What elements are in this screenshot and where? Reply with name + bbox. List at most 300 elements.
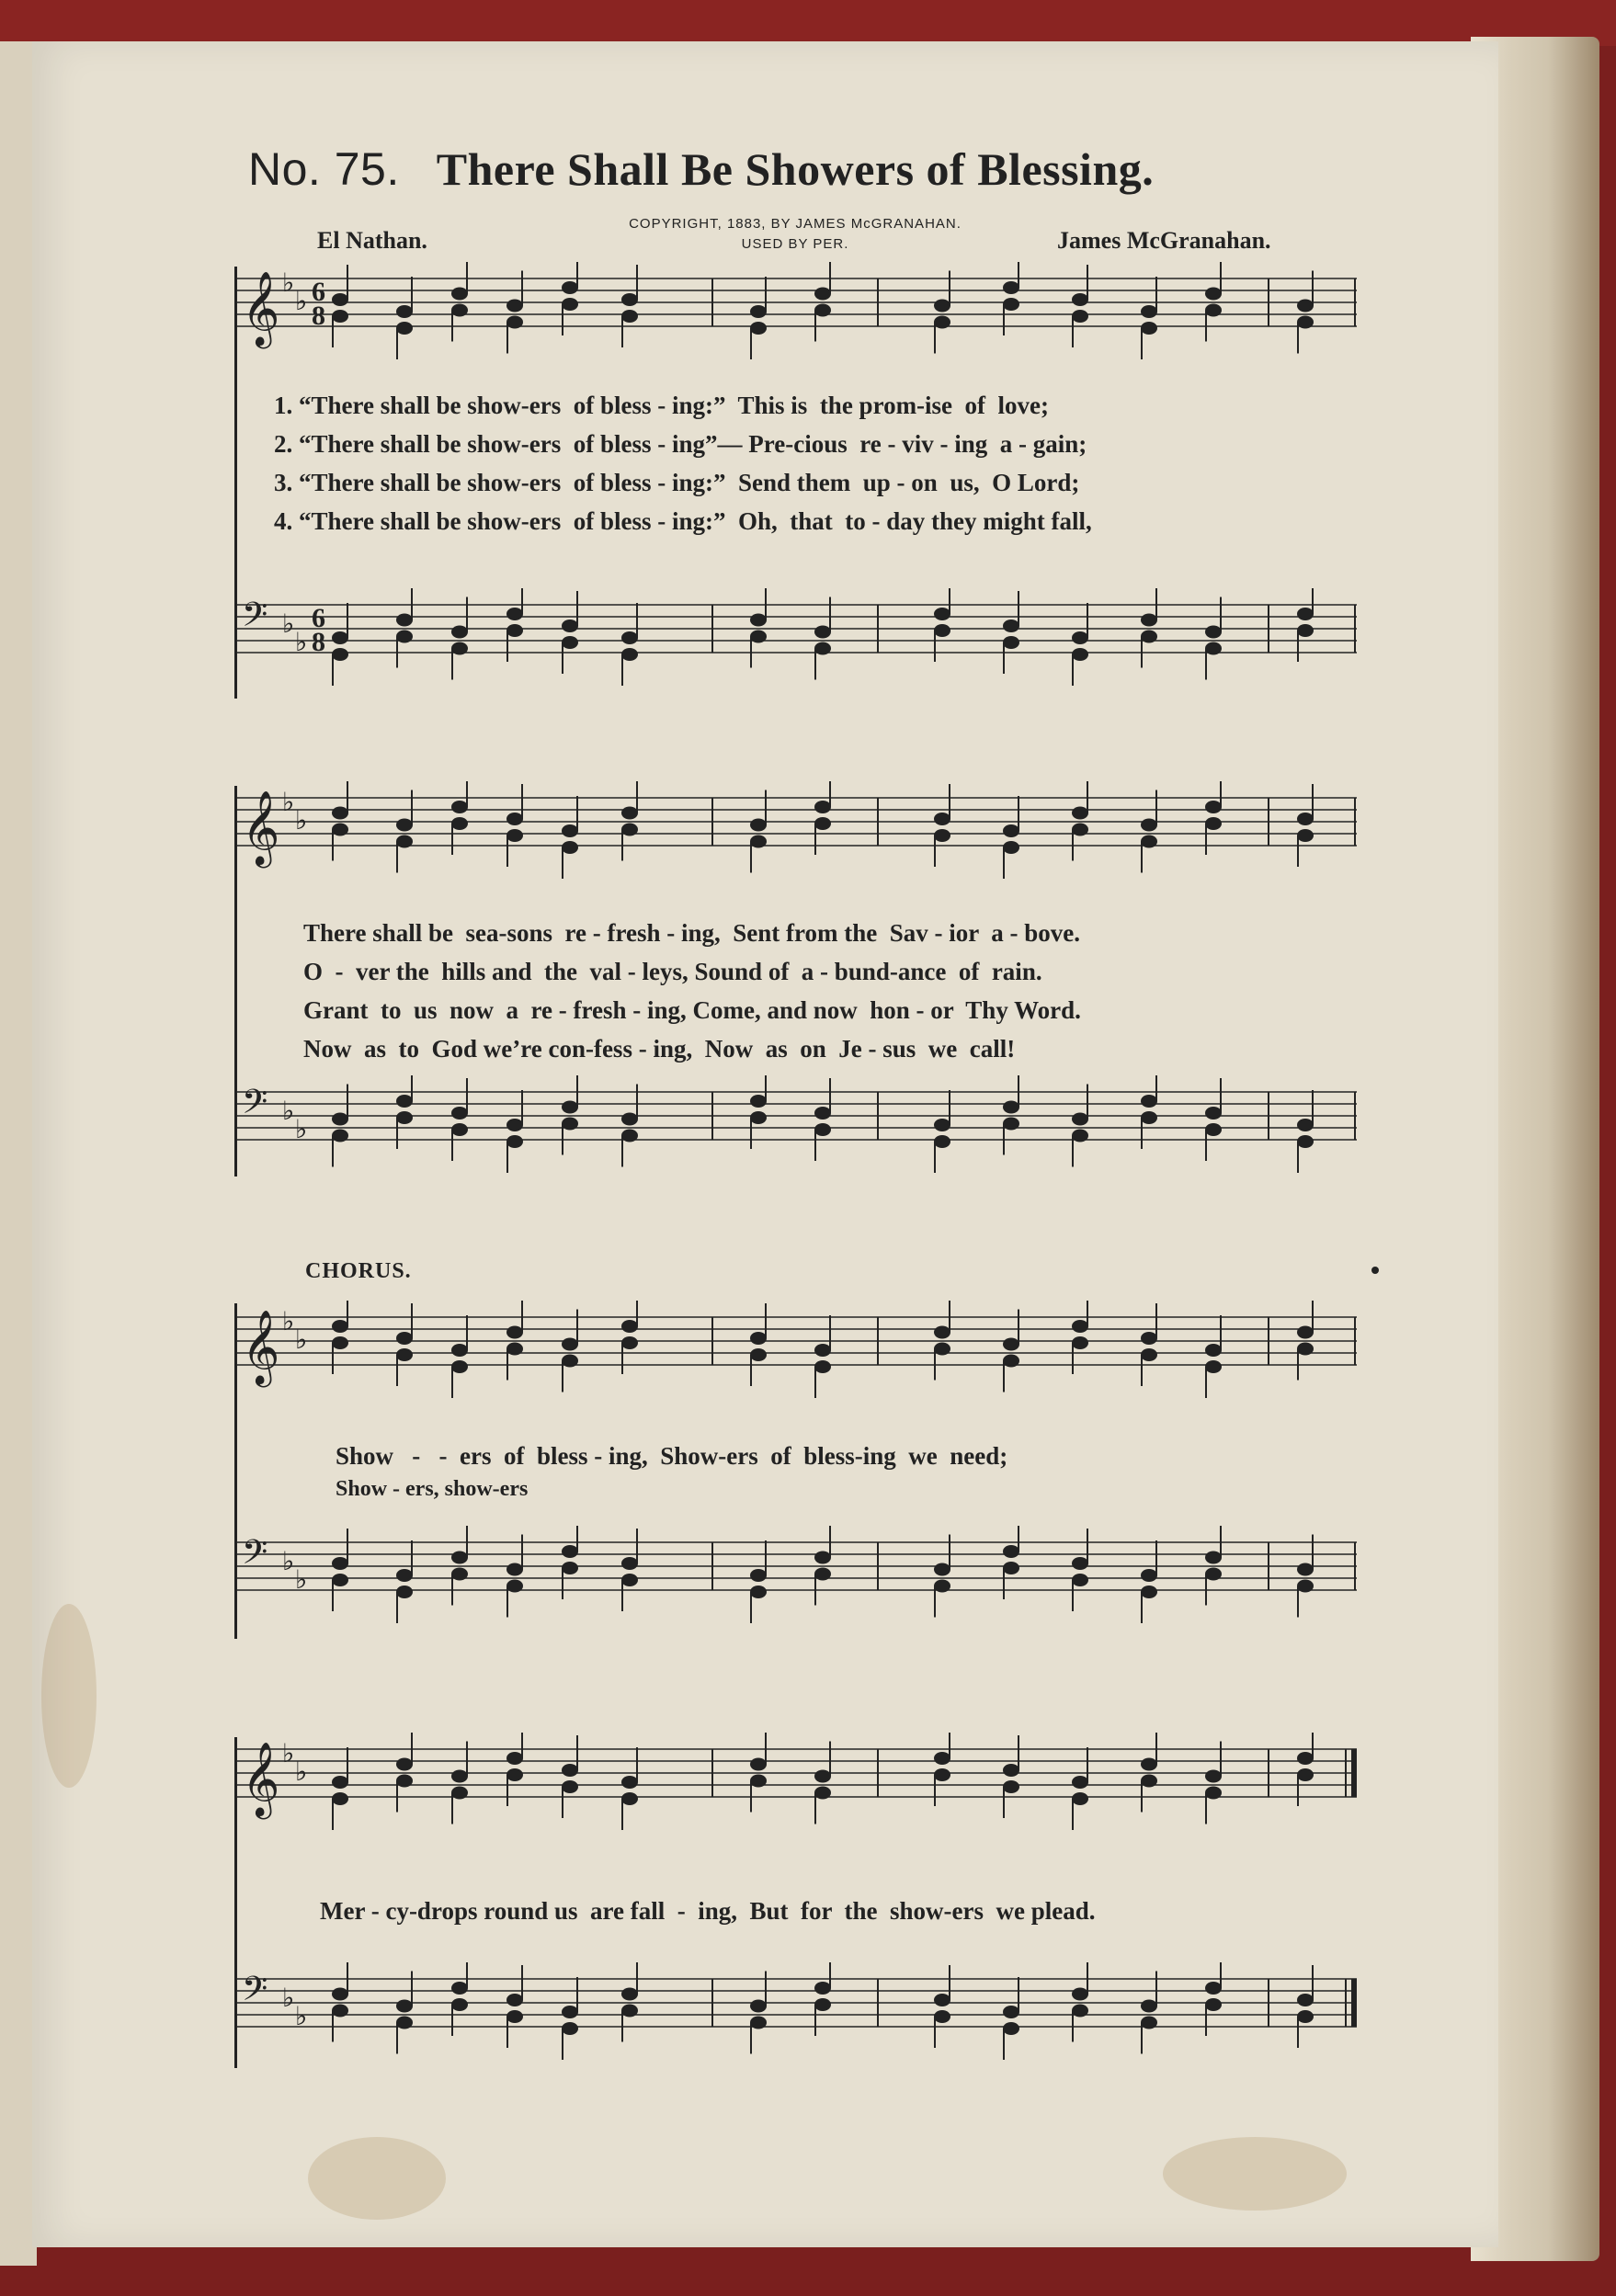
note-head [1003,841,1019,854]
note-head [1297,608,1314,620]
composer: James McGranahan. [1057,227,1271,254]
note-head [1297,2010,1314,2023]
note-head [621,631,638,644]
note-head [814,1568,831,1581]
note-head [1141,1775,1157,1788]
note-head [1297,1563,1314,1576]
note-head [451,1107,468,1120]
note-head [1297,1994,1314,2006]
note-head [814,288,831,301]
note-head [814,642,831,655]
note-head [1141,631,1157,643]
note-head [451,304,468,317]
note-head [1141,1111,1157,1124]
verse-number: 2. [274,430,293,458]
note-head [451,626,468,639]
staff-lines [234,1749,1357,1797]
note-head [506,2010,523,2023]
note-head [1205,1344,1222,1357]
note-head [814,1552,831,1564]
note-head [396,2017,413,2029]
note-head [506,1326,523,1339]
note-head [621,648,638,661]
flat-icon: ♭ [282,608,295,639]
note-head [1297,1343,1314,1356]
note-head [750,1758,767,1771]
note-head [1072,1557,1088,1570]
note-head [934,829,950,842]
chorus-line: Show - - ers of bless - ing, Show-ers of bless-ing we need; [336,1442,1008,1470]
note-head [396,1758,413,1771]
time-signature: 6 [312,603,325,633]
verse-line [274,425,1092,463]
note-head [396,2000,413,2013]
note-head [1205,642,1222,655]
flat-icon: ♭ [295,1324,308,1355]
note-head [814,304,831,317]
note-head [621,1988,638,2001]
note-head [1003,1562,1019,1574]
note-head [1072,1320,1088,1333]
treble-staff-system-4 [234,1733,1360,1843]
treble-staff-system-3 [234,1301,1360,1411]
treble-clef-icon: 𝄞 [242,1741,280,1816]
note-head [506,1119,523,1131]
note-head [1003,1764,1019,1777]
previous-page-edge [0,41,37,2266]
note-head [1205,801,1222,813]
flat-icon: ♭ [295,805,308,835]
note-head [562,1562,578,1574]
note-head [332,1113,348,1126]
flat-icon: ♭ [295,627,308,657]
note-head [1072,807,1088,820]
note-head [396,819,413,832]
note-head [621,1113,638,1126]
note-head [1003,1101,1019,1114]
note-head [1297,1135,1314,1148]
note-head [814,1787,831,1800]
note-head [332,1320,348,1333]
note-head [621,1557,638,1570]
note-head [621,1336,638,1349]
note-head [934,2010,950,2023]
time-signature: 8 [312,627,325,657]
time-signature: 8 [312,301,325,331]
note-head [1072,824,1088,836]
note-head [814,1998,831,2011]
note-head [1003,1545,1019,1558]
note-head [750,322,767,335]
verse-number: 3. [274,469,293,496]
note-head [750,819,767,832]
note-head [934,1119,950,1131]
note-head [562,1764,578,1777]
chorus-lyrics-2 [320,1892,1096,1930]
note-head [562,2022,578,2035]
note-head [621,2005,638,2018]
bass-clef-icon: 𝄢 [242,1083,268,1130]
hymn-title: There Shall Be Showers of Blessing. [436,143,1155,195]
note-head [1205,817,1222,830]
note-head [332,1336,348,1349]
chorus-lyrics-1 [336,1437,1007,1503]
note-head [1141,1586,1157,1598]
note-head [1072,1574,1088,1586]
treble-staff-system-1 [234,262,1360,372]
note-head [934,1752,950,1765]
note-head [332,1776,348,1789]
note-head [1003,281,1019,294]
bass-staff-system-3 [234,1526,1360,1636]
note-head [1072,631,1088,644]
note-head [562,636,578,649]
note-head [814,1770,831,1783]
chorus-label: CHORUS. [305,1259,412,1283]
note-head [621,1776,638,1789]
note-head [750,2000,767,2013]
note-head [451,1123,468,1136]
note-head [332,1130,348,1142]
note-head [750,305,767,318]
note-head [934,1768,950,1781]
note-head [1003,2006,1019,2018]
note-head [332,807,348,820]
note-head [1205,1360,1222,1373]
note-head [1141,2000,1157,2013]
note-head [1297,316,1314,329]
note-head [934,1343,950,1356]
note-head [332,293,348,306]
note-head [750,614,767,627]
note-head [934,316,950,329]
note-head [934,300,950,313]
permission-line: USED BY PER. [741,236,849,252]
note-head [451,1360,468,1373]
note-head [934,1326,950,1339]
note-head [1003,1355,1019,1368]
time-signature: 6 [312,277,325,307]
note-head [934,813,950,825]
flat-icon: ♭ [295,1114,308,1144]
note-head [332,2005,348,2018]
note-head [451,817,468,830]
note-head [621,310,638,323]
note-head [621,293,638,306]
note-head [562,1101,578,1114]
note-head [621,1574,638,1586]
flat-icon: ♭ [282,787,295,817]
note-head [396,322,413,335]
note-head [451,801,468,813]
note-head [750,1332,767,1345]
note-head [1297,1752,1314,1765]
note-head [332,648,348,661]
note-head [814,801,831,813]
bass-staff-system-1 [234,588,1360,699]
note-head [934,1135,950,1148]
verse-lyrics-block-2 [303,914,1081,1068]
note-head [934,1563,950,1576]
verse-text: “There shall be show-ers of bless - ing:” This is the prom-ise of love; [299,392,1050,419]
verse-line [274,502,1092,540]
note-head [934,1994,950,2006]
flat-icon: ♭ [282,1983,295,2013]
note-head [332,1792,348,1805]
treble-clef-icon: 𝄞 [242,270,280,346]
note-head [1072,2005,1088,2018]
note-head [396,1569,413,1582]
note-head [332,1988,348,2001]
flat-icon: ♭ [295,1756,308,1787]
note-head [451,1344,468,1357]
note-head [814,1982,831,1995]
note-head [934,624,950,637]
bass-staff-system-2 [234,1075,1360,1186]
note-head [1297,300,1314,313]
note-head [451,1770,468,1783]
note-head [814,626,831,639]
ink-dot [1371,1267,1379,1274]
staff-lines [234,1542,1357,1590]
note-head [332,310,348,323]
note-head [1003,636,1019,649]
bass-clef-icon: 𝄢 [242,1533,268,1580]
note-head [750,1775,767,1788]
note-head [1141,305,1157,318]
note-head [1205,304,1222,317]
verse-line [274,463,1092,502]
note-head [332,631,348,644]
note-head [1141,1569,1157,1582]
note-head [1003,2022,1019,2035]
note-head [562,841,578,854]
chorus-alt-line: Show - ers, show-ers [336,1477,529,1501]
verse-number: 4. [274,507,293,535]
note-head [1297,813,1314,825]
flat-icon: ♭ [295,1564,308,1595]
note-head [1072,1130,1088,1142]
note-head [1072,1336,1088,1349]
note-head [621,1320,638,1333]
note-head [1141,614,1157,627]
note-head [750,1586,767,1598]
note-head [1141,1348,1157,1361]
final-bar [1351,1749,1357,1797]
note-head [750,1095,767,1108]
note-head [562,1545,578,1558]
note-head [1141,2017,1157,2029]
note-head [1003,1338,1019,1351]
note-head [396,1095,413,1108]
note-head [1205,288,1222,301]
note-head [396,1348,413,1361]
note-head [814,1344,831,1357]
note-head [750,1569,767,1582]
note-head [562,1780,578,1793]
note-head [506,1563,523,1576]
lyricist: El Nathan. [317,227,427,254]
treble-staff-system-2 [234,781,1360,892]
note-head [506,316,523,329]
note-head [621,1792,638,1805]
chorus-line: Mer - cy-drops round us are fall - ing, But for the show-ers we plead. [320,1897,1096,1925]
note-head [750,1111,767,1124]
bass-staff-system-4 [234,1962,1360,2073]
note-head [814,1123,831,1136]
note-head [1141,1332,1157,1345]
copyright-line: COPYRIGHT, 1883, BY JAMES McGRANAHAN. [629,216,962,232]
note-head [506,829,523,842]
note-head [332,1574,348,1586]
note-head [396,1586,413,1598]
note-head [1141,835,1157,848]
note-head [506,1768,523,1781]
flat-icon: ♭ [282,1546,295,1576]
note-head [621,1130,638,1142]
bass-clef-icon: 𝄢 [242,1970,268,2017]
note-head [814,1107,831,1120]
note-head [1072,1792,1088,1805]
note-head [621,824,638,836]
note-head [396,835,413,848]
book-cover-top [0,0,1616,46]
note-head [506,1994,523,2006]
note-head [1072,1113,1088,1126]
note-head [1141,1095,1157,1108]
note-head [1297,1768,1314,1781]
flat-icon: ♭ [282,1306,295,1336]
note-head [934,1580,950,1593]
note-head [451,642,468,655]
copyright-notice [593,214,997,255]
note-head [1072,1988,1088,2001]
note-head [396,305,413,318]
note-head [451,1998,468,2011]
note-head [934,608,950,620]
note-head [1141,819,1157,832]
note-head [562,281,578,294]
note-head [1072,648,1088,661]
verse-line: O - ver the hills and the val - leys, Sound of a - bund-ance of rain. [303,958,1042,985]
note-head [562,298,578,311]
note-head [396,1775,413,1788]
note-head [451,1982,468,1995]
note-head [814,817,831,830]
note-head [396,614,413,627]
note-head [506,624,523,637]
note-head [1072,310,1088,323]
staff-lines [234,278,1357,326]
note-head [1003,1118,1019,1131]
note-head [1003,619,1019,632]
note-head [332,1557,348,1570]
note-head [396,631,413,643]
note-head [750,1348,767,1361]
note-head [562,1338,578,1351]
flat-icon: ♭ [282,1096,295,1126]
note-head [1205,1107,1222,1120]
treble-clef-icon: 𝄞 [242,1309,280,1384]
paper-stain [1163,2137,1347,2211]
note-head [1297,624,1314,637]
note-head [1205,1787,1222,1800]
note-head [562,2006,578,2018]
note-head [562,824,578,837]
note-head [506,813,523,825]
verse-line: Now as to God we’re con-fess - ing, Now as on Je - sus we call! [303,1035,1016,1063]
note-head [1205,1123,1222,1136]
note-head [750,631,767,643]
note-head [506,608,523,620]
note-head [1205,1552,1222,1564]
note-head [506,1343,523,1356]
note-head [1141,322,1157,335]
note-head [1141,1758,1157,1771]
note-head [1205,626,1222,639]
note-head [562,1355,578,1368]
note-head [621,807,638,820]
verse-line [274,386,1092,425]
flat-icon: ♭ [295,2001,308,2031]
flat-icon: ♭ [282,1738,295,1768]
note-head [1205,1568,1222,1581]
note-head [332,824,348,836]
paper-stain [308,2137,446,2220]
verse-line: Grant to us now a re - fresh - ing, Come, and now hon - or Thy Word. [303,996,1081,1024]
note-head [1205,1998,1222,2011]
note-head [451,1568,468,1581]
verse-text: “There shall be show-ers of bless - ing:” Oh, that to - day they might fall, [299,507,1092,535]
note-head [451,288,468,301]
note-head [1205,1770,1222,1783]
note-head [1297,1326,1314,1339]
bass-clef-icon: 𝄢 [242,596,268,642]
note-head [396,1111,413,1124]
note-head [1003,298,1019,311]
note-head [562,1118,578,1131]
note-head [1003,824,1019,837]
note-head [1205,1982,1222,1995]
note-head [451,1552,468,1564]
note-head [1072,293,1088,306]
verse-line: There shall be sea-sons re - fresh - ing, Sent from the Sav - ior a - bove. [303,919,1080,947]
note-head [562,619,578,632]
note-head [451,1787,468,1800]
note-head [396,1332,413,1345]
note-head [750,835,767,848]
hymn-number: No. 75. [248,143,400,195]
note-head [1297,829,1314,842]
note-head [1003,1780,1019,1793]
verse-text: “There shall be show-ers of bless - ing”— Pre-cious re - viv - ing a - gain; [299,430,1087,458]
staff-lines [234,605,1357,653]
note-head [506,300,523,313]
note-head [506,1752,523,1765]
verse-text: “There shall be show-ers of bless - ing:” Send them up - on us, O Lord; [299,469,1080,496]
note-head [506,1135,523,1148]
hymn-title-line [248,142,1154,196]
final-bar [1351,1979,1357,2027]
note-head [1297,1580,1314,1593]
note-head [1297,1119,1314,1131]
verse-lyrics-block-1 [274,386,1092,540]
treble-clef-icon: 𝄞 [242,790,280,865]
note-head [814,1360,831,1373]
note-head [1072,1776,1088,1789]
note-head [750,2017,767,2029]
paper-stain [41,1604,97,1788]
